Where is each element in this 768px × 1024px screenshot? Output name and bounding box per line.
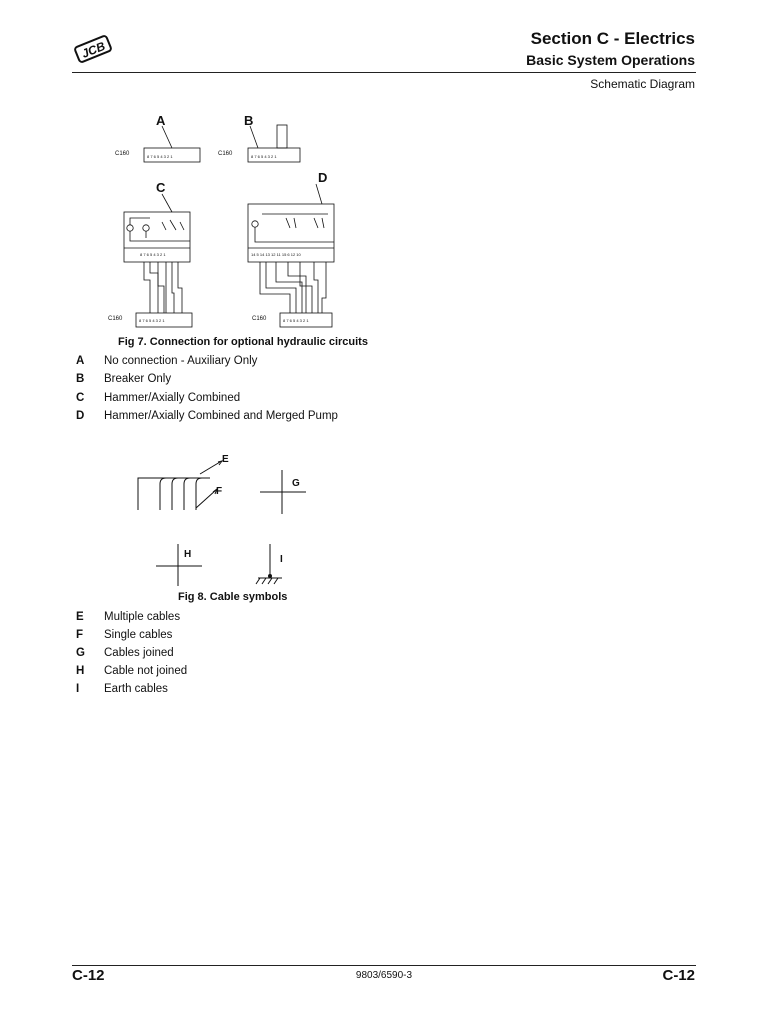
label-e: E <box>222 454 229 465</box>
legend-text: Breaker Only <box>104 373 172 385</box>
legend-key: A <box>76 355 85 367</box>
label-i: I <box>280 554 283 565</box>
jcb-logo <box>72 30 114 68</box>
legend-text: Single cables <box>104 629 173 641</box>
page-number-left: C-12 <box>72 967 105 984</box>
document-number: 9803/6590-3 <box>355 970 413 981</box>
label-b: B <box>244 113 254 128</box>
label-f: F <box>216 486 223 497</box>
label-d: D <box>318 170 328 185</box>
connector-label-a: C160 <box>115 151 130 157</box>
label-h: H <box>184 549 192 560</box>
logo-text: JCB <box>79 38 108 61</box>
fig7-caption: Fig 7. Connection for optional hydraulic circuits <box>118 336 368 348</box>
legend-key: E <box>76 611 84 623</box>
legend-text: Multiple cables <box>104 611 181 623</box>
legend-text: Hammer/Axially Combined and Merged Pump <box>104 410 338 422</box>
legend-text: Cable not joined <box>104 665 188 677</box>
legend-text: Cables joined <box>104 647 174 659</box>
pins-a: 8 7 6 5 4 3 2 1 <box>147 154 173 159</box>
legend-key: D <box>76 410 85 422</box>
pins-d: 14 5 14 13 12 11 15 6 12 10 <box>251 252 301 257</box>
legend-text: Hammer/Axially Combined <box>104 392 241 404</box>
header-rule <box>72 72 696 73</box>
label-c: C <box>156 180 166 195</box>
legend-key: I <box>76 683 80 695</box>
fig8-caption: Fig 8. Cable symbols <box>178 591 288 603</box>
pins-c: 8 7 6 5 4 3 2 1 <box>140 252 166 257</box>
connector-label-d: C160 <box>252 316 267 322</box>
fig7-diagram <box>100 108 350 338</box>
legend-text: Earth cables <box>104 683 168 695</box>
fig8-diagram <box>120 448 320 588</box>
legend-key: F <box>76 629 84 641</box>
topic-title: Schematic Diagram <box>590 77 695 91</box>
pins-b: 8 7 6 5 4 3 2 1 <box>251 154 277 159</box>
label-g: G <box>292 478 300 489</box>
connector-label-c: C160 <box>108 316 123 322</box>
legend-key: G <box>76 647 85 659</box>
pins-c-bottom: 8 7 6 5 4 3 2 1 <box>139 318 165 323</box>
connector-label-b: C160 <box>218 151 233 157</box>
sub-title: Basic System Operations <box>526 52 695 68</box>
legend-key: H <box>76 665 85 677</box>
legend-key: B <box>76 373 85 385</box>
footer-rule <box>72 965 696 966</box>
legend-key: C <box>76 392 85 404</box>
section-title: Section C - Electrics <box>530 29 695 48</box>
label-a: A <box>156 113 166 128</box>
legend-text: No connection - Auxiliary Only <box>104 355 258 367</box>
pins-d-bottom: 8 7 6 5 4 3 2 1 <box>283 318 309 323</box>
page-number-right: C-12 <box>662 967 695 984</box>
